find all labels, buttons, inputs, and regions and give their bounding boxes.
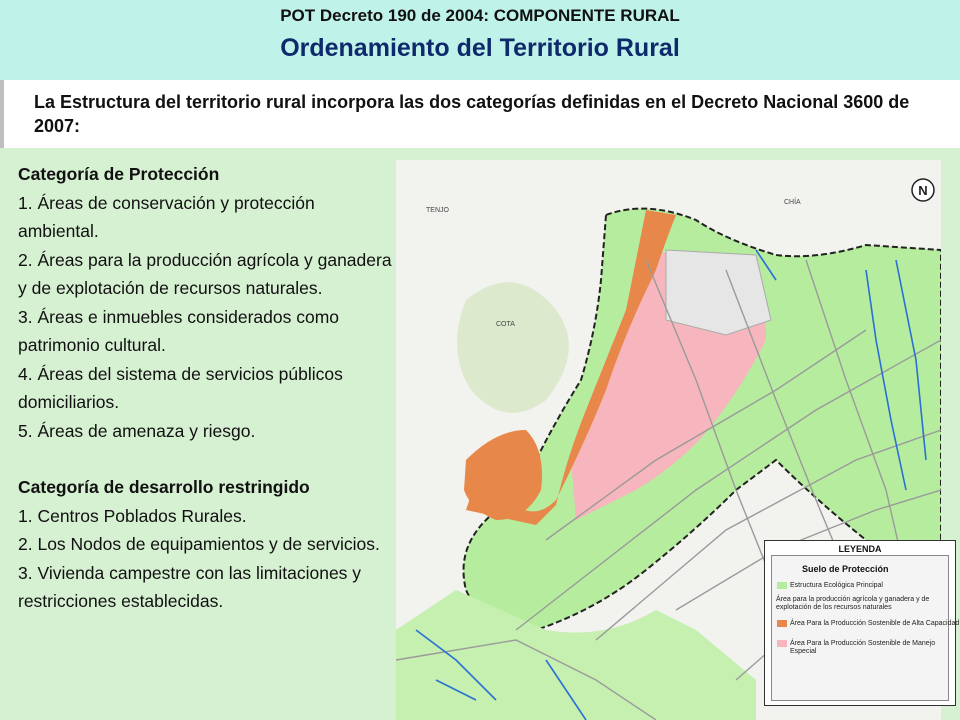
map-label-chia: CHÍA — [784, 199, 801, 206]
intro-text: La Estructura del territorio rural incorpora las dos categorías definidas en el Decreto Nacional 3600 de 2007: — [34, 92, 910, 136]
restricted-item: 2. Los Nodos de equipamientos y de servicios. — [18, 534, 380, 554]
north-arrow-icon — [912, 179, 934, 201]
category-text — [18, 160, 396, 616]
legend-label: Área para la producción agrícola y ganadera y de explotación de los recursos naturales — [776, 596, 930, 611]
protection-item: 2. Áreas para la producción agrícola y ganadera y de explotación de recursos naturales. — [18, 249, 392, 298]
restricted-item: 3. Vivienda campestre con las limitaciones y restricciones establecidas. — [18, 562, 362, 611]
legend-heading: Suelo de Protección — [802, 564, 889, 574]
legend-swatch — [777, 640, 787, 647]
legend-swatch — [777, 582, 787, 589]
intro-box — [0, 80, 960, 148]
legend-panel — [771, 555, 960, 701]
slide-subtitle: POT Decreto 190 de 2004: COMPONENTE RURAL — [280, 6, 680, 25]
protection-item: 4. Áreas del sistema de servicios públicos domiciliarios. — [18, 363, 343, 412]
legend-swatch — [777, 620, 787, 627]
north-arrow-letter: N — [918, 183, 928, 198]
legend-label: Estructura Ecológica Principal — [790, 582, 883, 589]
protection-item: 3. Áreas e inmuebles considerados como patrimonio cultural. — [18, 306, 340, 355]
legend-label: Área Para la Producción Sostenible de Manejo Especial — [790, 640, 936, 655]
map-label-cota: COTA — [496, 321, 515, 328]
restricted-item: 1. Centros Poblados Rurales. — [18, 505, 247, 526]
header-banner — [0, 0, 960, 80]
protection-item: 5. Áreas de amenaza y riesgo. — [18, 420, 256, 441]
urban-area — [666, 250, 771, 335]
legend-label: Área Para la Producción Sostenible de Alta Capacidad — [790, 620, 960, 627]
protection-item: 1. Áreas de conservación y protección ambiental. — [18, 192, 315, 241]
map-legend — [764, 540, 960, 706]
slide-title: Ordenamiento del Territorio Rural — [280, 34, 680, 62]
protection-heading: Categoría de Protección — [18, 164, 220, 184]
restricted-heading: Categoría de desarrollo restringido — [18, 477, 310, 497]
map-label-tenjo: TENJO — [426, 207, 449, 214]
legend-title: LEYENDA — [838, 544, 882, 554]
